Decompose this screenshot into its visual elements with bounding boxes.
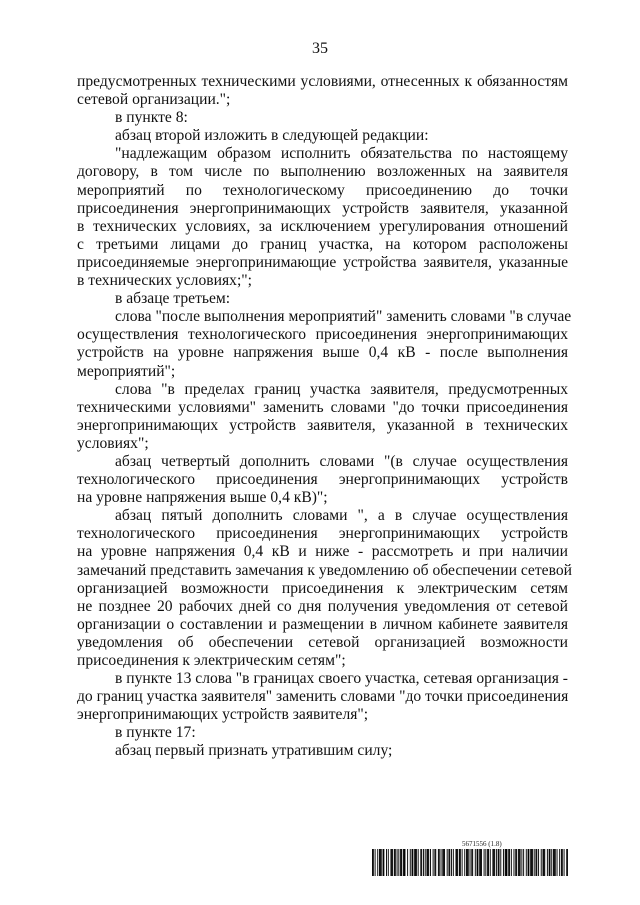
barcode-bar	[532, 849, 533, 876]
text-line: предусмотренных техническими условиями, отнесенных к обязанностям	[77, 73, 568, 90]
barcode-bar	[561, 849, 562, 876]
text-line: условиях";	[77, 434, 149, 452]
barcode-bar	[554, 849, 555, 876]
barcode-bar	[475, 849, 476, 876]
barcode-bar	[500, 849, 501, 876]
barcode-bar	[390, 849, 391, 876]
text-line: энергопринимающих устройств заявителя, указанной в технических	[77, 416, 568, 434]
text-line: организацией возможности присоединения к электрическим сетям	[77, 579, 568, 597]
document-code: 5671556 (1.8)	[462, 840, 502, 848]
barcode-bar	[460, 849, 461, 876]
barcode-bar	[521, 849, 522, 876]
barcode-bar	[398, 849, 399, 876]
barcode-bar	[439, 849, 440, 876]
text-line: энергопринимающих устройств заявителя";	[77, 706, 369, 724]
barcode-bar	[443, 849, 444, 876]
text-line: осуществления технологического присоединения энергопринимающих	[77, 326, 568, 344]
barcode-bar	[479, 849, 480, 876]
barcode-bar	[421, 849, 422, 876]
barcode-bar	[503, 849, 504, 876]
barcode	[372, 849, 568, 876]
barcode-bar	[457, 849, 458, 876]
barcode-bar	[499, 849, 500, 876]
barcode-bar	[528, 849, 529, 876]
barcode-bar	[418, 849, 419, 876]
text-line: сетевой организации.";	[77, 91, 231, 109]
barcode-bar	[456, 849, 457, 876]
barcode-bar	[466, 849, 467, 876]
barcode-bar	[481, 849, 482, 876]
barcode-bar	[551, 849, 552, 876]
barcode-bar	[416, 849, 417, 876]
text-line: абзац первый признать утратившим силу;	[115, 742, 393, 760]
text-line: в пункте 13 слова "в границах своего участка, сетевая организация -	[115, 670, 568, 688]
barcode-bar	[467, 849, 468, 876]
barcode-bar	[444, 849, 445, 876]
barcode-bar	[535, 849, 536, 876]
document-body	[77, 73, 572, 761]
text-line: мероприятий по технологическому присоединению до точки	[77, 181, 568, 199]
barcode-bar	[383, 849, 384, 876]
barcode-bar	[520, 849, 521, 876]
barcode-bar	[434, 849, 435, 876]
text-line: не позднее 20 рабочих дней со дня получения уведомления от сетевой	[77, 597, 568, 615]
barcode-bar	[401, 849, 402, 876]
barcode-bar	[400, 849, 401, 876]
barcode-bar	[559, 849, 560, 876]
text-line: "надлежащим образом исполнить обязательства по настоящему	[115, 145, 568, 163]
text-line: присоединения к электрическим сетям";	[77, 652, 346, 669]
barcode-bar	[498, 849, 499, 876]
barcode-bar	[471, 849, 472, 876]
barcode-bar	[412, 849, 413, 876]
barcode-bar	[426, 849, 427, 876]
barcode-bar	[514, 849, 515, 876]
text-line: в пункте 17:	[115, 724, 196, 742]
barcode-bar	[519, 849, 520, 876]
text-line: технологического присоединения энергопринимающих устройств	[77, 471, 568, 489]
barcode-bar	[506, 849, 507, 876]
barcode-bar	[451, 849, 452, 876]
barcode-bar	[564, 849, 565, 876]
barcode-bar	[410, 849, 411, 876]
barcode-bar	[414, 849, 415, 876]
barcode-bar	[415, 849, 416, 876]
barcode-bar	[430, 849, 431, 876]
text-line: замечаний представить замечания к уведомлению об обеспечении сетевой	[77, 561, 572, 579]
barcode-bar	[381, 849, 382, 876]
barcode-bar	[379, 849, 380, 876]
barcode-bar	[372, 849, 373, 876]
barcode-bar	[373, 849, 374, 876]
barcode-bar	[472, 849, 473, 876]
barcode-bar	[487, 849, 488, 876]
barcode-bar	[427, 849, 428, 876]
barcode-bar	[515, 849, 516, 876]
barcode-bar	[447, 849, 448, 876]
barcode-bar	[395, 849, 396, 876]
barcode-bar	[433, 849, 434, 876]
text-line: присоединяемые энергопринимающие устройства заявителя, указанные	[77, 253, 568, 271]
barcode-bar	[380, 849, 381, 876]
barcode-bar	[492, 849, 493, 876]
barcode-bar	[516, 849, 517, 876]
barcode-bar	[435, 849, 436, 876]
barcode-bar	[386, 849, 387, 876]
barcode-bar	[506, 849, 507, 876]
barcode-bar	[543, 849, 544, 876]
text-line: технологического присоединения энергопринимающих устройств	[77, 525, 568, 543]
barcode-bar	[523, 849, 524, 876]
text-line: в технических условиях, за исключением урегулирования отношений	[77, 217, 568, 235]
barcode-bar	[526, 849, 527, 876]
barcode-bar	[550, 849, 551, 876]
barcode-bar	[567, 849, 568, 876]
barcode-bar	[518, 849, 519, 876]
barcode-bar	[448, 849, 449, 876]
barcode-bar	[493, 849, 494, 876]
barcode-bar	[405, 849, 406, 876]
barcode-bar	[509, 849, 510, 876]
barcode-bar	[528, 849, 529, 876]
barcode-bar	[477, 849, 478, 876]
text-line: организации о составлении и размещении в личном кабинете заявителя	[77, 615, 568, 633]
text-line: с третьими лицами до границ участка, на котором расположены	[77, 235, 568, 253]
barcode-bar	[383, 849, 384, 876]
text-line: абзац четвертый дополнить словами "(в случае осуществления	[115, 452, 568, 470]
barcode-bar	[541, 849, 542, 876]
barcode-bar	[394, 849, 395, 876]
barcode-bar	[407, 849, 408, 876]
page-number: 35	[312, 40, 328, 57]
barcode-bar	[505, 849, 506, 876]
barcode-bar	[377, 849, 378, 876]
barcode-bar	[480, 849, 481, 876]
barcode-bar	[404, 849, 405, 876]
barcode-bar	[423, 849, 424, 876]
barcode-bar	[397, 849, 398, 876]
barcode-bar	[530, 849, 531, 876]
text-line: в пункте 8:	[115, 109, 188, 127]
text-line: договору, в том числе по выполнению возложенных на заявителя	[77, 163, 568, 181]
text-line: уведомления об обеспечении сетевой организацией возможности	[77, 633, 568, 651]
barcode-bar	[425, 849, 426, 876]
barcode-bar	[553, 849, 554, 876]
barcode-bar	[462, 849, 463, 876]
barcode-bar	[485, 849, 486, 876]
barcode-bar	[464, 849, 465, 876]
barcode-bar	[477, 849, 478, 876]
text-line: техническими условиями" заменить словами "до точки присоединения	[77, 398, 568, 416]
barcode-bar	[531, 849, 532, 876]
text-line: мероприятий";	[77, 362, 176, 380]
barcode-bar	[459, 849, 460, 876]
barcode-bar	[566, 849, 567, 876]
text-line: присоединения энергопринимающих устройств заявителя, указанной	[77, 199, 568, 217]
barcode-bar	[547, 849, 548, 876]
barcode-bar	[490, 849, 491, 876]
barcode-bar	[543, 849, 544, 876]
barcode-bar	[549, 849, 550, 876]
text-line: до границ участка заявителя" заменить словами "до точки присоединения	[77, 688, 569, 706]
barcode-bar	[557, 849, 558, 876]
text-line: слова "после выполнения мероприятий" заменить словами "в случае	[115, 308, 572, 326]
text-line: слова "в пределах границ участка заявителя, предусмотренных	[115, 380, 568, 398]
text-line: абзац пятый дополнить словами ", а в случае осуществления	[115, 507, 568, 525]
barcode-bar	[508, 849, 509, 876]
barcode-bar	[534, 849, 535, 876]
barcode-bar	[442, 849, 443, 876]
text-line: абзац второй изложить в следующей редакции:	[115, 127, 429, 145]
text-line: на уровне напряжения выше 0,4 кВ)";	[77, 489, 328, 507]
text-line: на уровне напряжения 0,4 кВ и ниже - рассмотреть и при наличии	[77, 543, 568, 561]
barcode-bar	[455, 849, 456, 876]
barcode-bar	[536, 849, 537, 876]
text-line: в абзаце третьем:	[115, 290, 231, 308]
barcode-bar	[375, 849, 376, 876]
barcode-bar	[412, 849, 413, 876]
barcode-bar	[391, 849, 392, 876]
barcode-bar	[562, 849, 563, 876]
barcode-bar	[388, 849, 389, 876]
text-line: в технических условиях;";	[77, 272, 252, 290]
barcode-bar	[441, 849, 442, 876]
barcode-bar	[403, 849, 404, 876]
barcode-bar	[555, 849, 556, 876]
barcode-bar	[511, 849, 512, 876]
barcode-bar	[468, 849, 469, 876]
barcode-bar	[470, 849, 471, 876]
barcode-bar	[496, 849, 497, 876]
barcode-bar	[420, 849, 421, 876]
barcode-bar	[449, 849, 450, 876]
barcode-bar	[538, 849, 539, 876]
barcode-bar	[544, 849, 545, 876]
barcode-bar	[438, 849, 439, 876]
text-line: устройств на уровне напряжения выше 0,4 кВ - после выполнения	[77, 344, 568, 362]
barcode-bar	[392, 849, 393, 876]
barcode-bar	[488, 849, 489, 876]
barcode-bar	[453, 849, 454, 876]
barcode-bar	[428, 849, 429, 876]
barcode-bar	[484, 849, 485, 876]
barcode-bar	[494, 849, 495, 876]
